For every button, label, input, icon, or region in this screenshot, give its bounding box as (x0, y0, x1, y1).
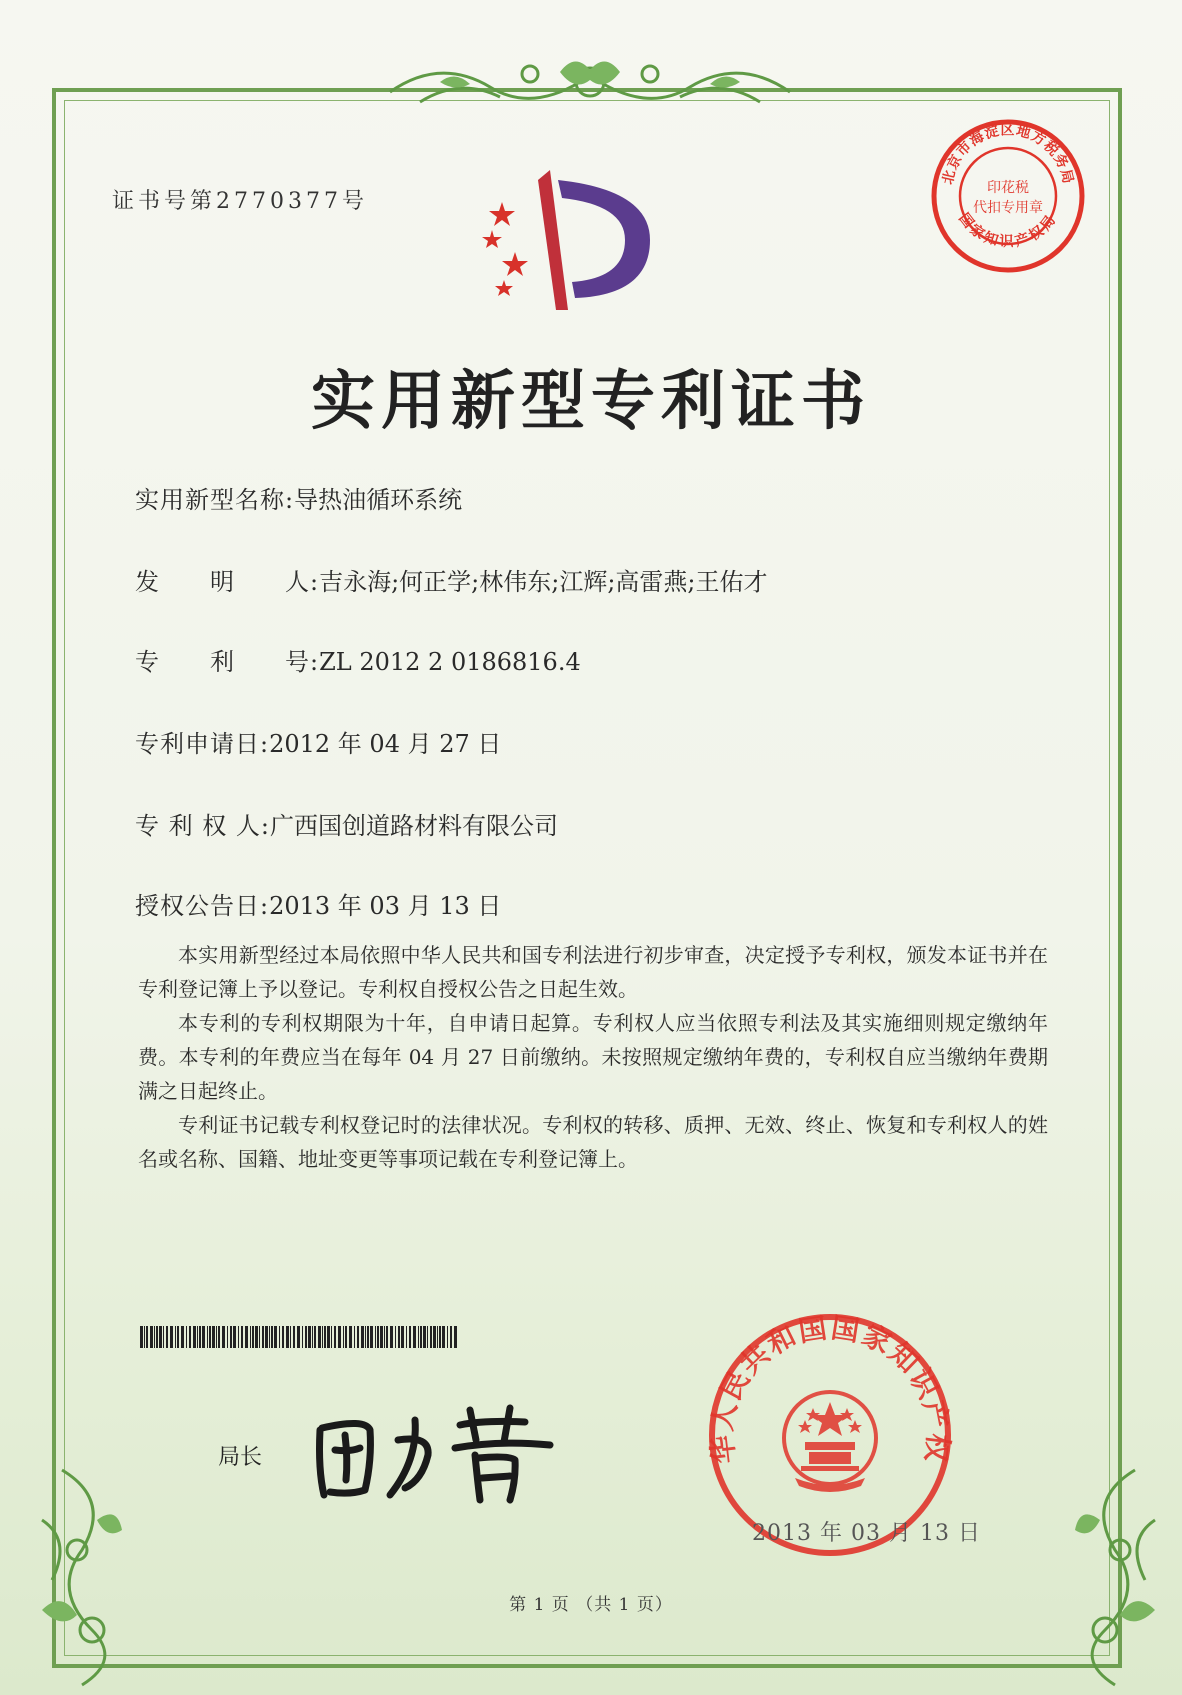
barcode-bar (398, 1326, 400, 1348)
patentee-value: 广西国创道路材料有限公司 (269, 812, 558, 840)
barcode-bar (418, 1326, 419, 1348)
barcode-bar (230, 1326, 232, 1348)
barcode-bar (216, 1326, 217, 1348)
utility-name-label: 实用新型名称: (135, 486, 295, 514)
barcode-bar (259, 1326, 260, 1348)
certificate-number-suffix: 号 (342, 189, 369, 214)
barcode-bar (413, 1326, 416, 1348)
barcode-bar (312, 1326, 313, 1348)
inventor-value: 吉永海;何正学;林伟东;江辉;高雷燕;王佑才 (319, 568, 768, 596)
body-paragraph-1: 本实用新型经过本局依照中华人民共和国专利法进行初步审查，决定授予专利权，颁发本证书并在专利登记簿上予以登记。专利权自授权公告之日起生效。 (138, 943, 1048, 1001)
barcode-bar (338, 1326, 341, 1348)
certificate-number (112, 184, 368, 215)
barcode-bar (146, 1326, 148, 1348)
patentee-row (135, 806, 558, 841)
barcode-bar (163, 1326, 164, 1348)
barcode-bar (166, 1326, 168, 1348)
tax-stamp-seal (928, 116, 1088, 280)
barcode-bar (375, 1326, 376, 1348)
inventor-label: 发 明 人: (135, 568, 320, 596)
barcode-bar (423, 1326, 426, 1348)
barcode-bar (150, 1326, 153, 1348)
barcode-bar (290, 1326, 291, 1348)
barcode-bar (144, 1326, 145, 1348)
barcode-bar (365, 1326, 366, 1348)
filing-date-label: 专利申请日: (135, 730, 270, 758)
barcode-bar (222, 1326, 225, 1348)
barcode-bar (380, 1326, 383, 1348)
barcode-bar (202, 1326, 205, 1348)
barcode-bar (218, 1326, 220, 1348)
tax-seal-outer-text: 北京市海淀区地方税务局 (940, 122, 1076, 186)
utility-name-value: 导热油循环系统 (294, 486, 463, 514)
barcode-bar (282, 1326, 284, 1348)
body-paragraph-3: 专利证书记载专利权登记时的法律状况。专利权的转移、质押、无效、终止、恢复和专利权人的姓名或名称、国籍、地址变更等事项记载在专利登记簿上。 (138, 1113, 1048, 1171)
utility-name-row (135, 480, 462, 515)
seal-issue-date: 2013 年 03 月 13 日 (752, 1521, 981, 1546)
filing-date-value: 2012 年 04 月 27 日 (269, 730, 502, 758)
barcode-bar (212, 1326, 215, 1348)
barcode-bar (345, 1326, 347, 1348)
grant-date-label: 授权公告日: (135, 892, 270, 920)
barcode-bar (433, 1326, 436, 1348)
barcode-bar (186, 1326, 187, 1348)
tax-seal-inner-line-1: 印花税 (987, 180, 1029, 196)
director-label: 局长 (218, 1445, 263, 1470)
barcode-bar (245, 1326, 248, 1348)
certificate-number-value: 2770377 (216, 189, 342, 214)
barcode-bar (207, 1326, 208, 1348)
barcode-bar (279, 1326, 280, 1348)
barcode-bar (430, 1326, 432, 1348)
page-number: 第 1 页 （共 1 页） (509, 1595, 673, 1615)
barcode-bar (274, 1326, 277, 1348)
national-emblem-icon (784, 1392, 876, 1492)
barcode-bar (156, 1326, 158, 1348)
tax-seal-bottom-text: 国家知识产权局 (955, 210, 1061, 251)
barcode-bar (286, 1326, 289, 1348)
barcode-bar (377, 1326, 379, 1348)
barcode-bar (271, 1326, 273, 1348)
barcode-bar (327, 1326, 330, 1348)
bottom-right-ornament (1055, 1460, 1175, 1690)
svg-text:北京市海淀区地方税务局 (940, 122, 1076, 186)
barcode-bar (427, 1326, 428, 1348)
barcode-bar (181, 1326, 184, 1348)
barcode-bar (177, 1326, 179, 1348)
barcode-bar (322, 1326, 323, 1348)
barcode-bar (442, 1326, 445, 1348)
barcode-bar (357, 1326, 359, 1348)
barcode-bar (193, 1326, 196, 1348)
barcode-bar (305, 1326, 307, 1348)
barcode-bar (384, 1326, 385, 1348)
barcode-bar (154, 1326, 155, 1348)
patent-number-label: 专 利 号: (135, 648, 320, 676)
inventor-row (135, 562, 768, 597)
barcode-bar (334, 1326, 336, 1348)
barcode-bar (406, 1326, 407, 1348)
barcode-bar (324, 1326, 326, 1348)
certificate-title: 实用新型专利证书 (311, 365, 871, 439)
barcode-bar (367, 1326, 369, 1348)
barcode-bar (293, 1326, 295, 1348)
patent-office-logo (480, 170, 680, 324)
barcode-bar (233, 1326, 236, 1348)
barcode-bar (401, 1326, 404, 1348)
barcode-bar (269, 1326, 270, 1348)
certificate-number-prefix: 证书号第 (112, 189, 217, 214)
barcode-bar (197, 1326, 198, 1348)
barcode-bar (175, 1326, 176, 1348)
barcode-bar (314, 1326, 316, 1348)
tax-seal-inner-line-2: 代扣专用章 (973, 200, 1043, 216)
barcode-bar (297, 1326, 300, 1348)
national-seal-ring-text: 华人民共和国国家知识产权 (705, 1311, 955, 1466)
barcode-bar (302, 1326, 303, 1348)
barcode-bar (439, 1326, 441, 1348)
patent-number-row (135, 642, 581, 677)
body-paragraph-2: 本专利的专利权期限为十年，自申请日起算。专利权人应当依照专利法及其实施细则规定缴纳年费。本专利的年费应当在每年 04 月 27 日前缴纳。未按照规定缴纳年费的，专利权自应当缴纳年费期满之日起终止。 (138, 1011, 1048, 1103)
filing-date-row (135, 724, 501, 759)
barcode-bar (209, 1326, 211, 1348)
barcode-bar (395, 1326, 396, 1348)
patentee-label: 专 利 权 人: (135, 812, 270, 840)
barcode-bar (170, 1326, 173, 1348)
barcode-bar (447, 1326, 448, 1348)
barcode-bar (189, 1326, 191, 1348)
barcode-bar (349, 1326, 352, 1348)
barcode (140, 1326, 460, 1352)
barcode-bar (308, 1326, 311, 1348)
top-ornament (380, 52, 800, 122)
grant-date-value: 2013 年 03 月 13 日 (269, 892, 502, 920)
barcode-bar (140, 1326, 143, 1348)
barcode-bar (454, 1326, 457, 1348)
barcode-bar (370, 1326, 373, 1348)
barcode-bar (450, 1326, 452, 1348)
barcode-bar (159, 1326, 162, 1348)
barcode-bar (255, 1326, 258, 1348)
barcode-bar (343, 1326, 344, 1348)
barcode-bar (420, 1326, 422, 1348)
barcode-bar (409, 1326, 411, 1348)
grant-date-row (135, 886, 501, 921)
barcode-bar (199, 1326, 201, 1348)
barcode-bar (265, 1326, 268, 1348)
barcode-bar (437, 1326, 438, 1348)
body-text (138, 938, 1048, 1176)
bottom-left-ornament (22, 1460, 142, 1690)
barcode-bar (354, 1326, 355, 1348)
patent-number-value: ZL 2012 2 0186816.4 (319, 648, 581, 676)
barcode-bar (361, 1326, 364, 1348)
barcode-bar (386, 1326, 388, 1348)
barcode-bar (331, 1326, 332, 1348)
barcode-bar (318, 1326, 321, 1348)
barcode-bar (241, 1326, 243, 1348)
barcode-bar (238, 1326, 239, 1348)
barcode-bar (250, 1326, 251, 1348)
director-signature (310, 1400, 570, 1514)
barcode-bar (390, 1326, 393, 1348)
barcode-bar (227, 1326, 228, 1348)
barcode-bar (262, 1326, 264, 1348)
barcode-bar (252, 1326, 254, 1348)
